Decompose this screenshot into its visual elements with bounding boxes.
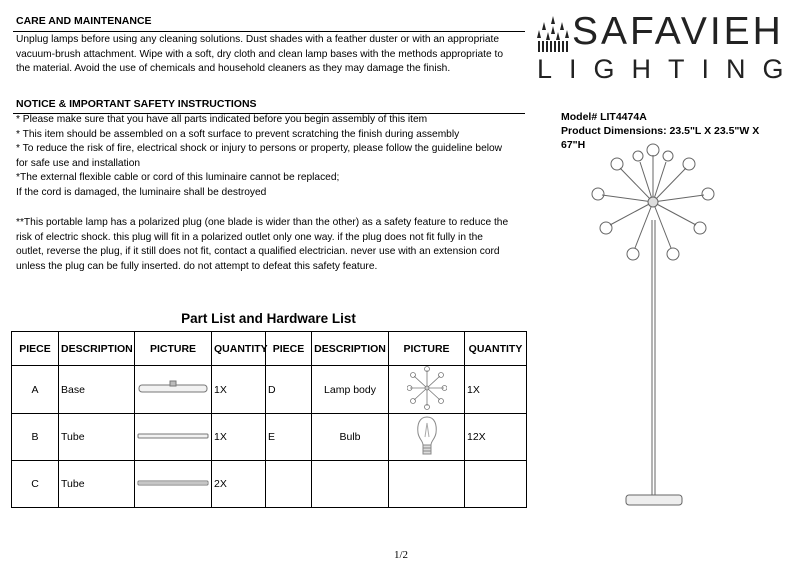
plug-line: risk of electric shock. this plug will fit in a polarized outlet only one way. if the plug does not fit fully in the: [16, 231, 483, 243]
quantity-cell: 2X: [212, 461, 266, 508]
header-description: DESCRIPTION: [59, 332, 135, 366]
safavieh-logo: [532, 10, 802, 84]
care-line: Unplug lamps before using any cleaning solutions. Dust shades with a feather duster or with an appropriate: [16, 34, 500, 45]
description-cell: Tube: [59, 414, 135, 461]
picture-cell: [135, 461, 212, 508]
picture-cell: [389, 461, 465, 508]
description-cell: Bulb: [312, 414, 389, 461]
model-number: Model# LIT4474A: [561, 111, 647, 123]
piece-cell: C: [12, 461, 59, 508]
quantity-cell: 1X: [212, 414, 266, 461]
table-row: [12, 461, 527, 508]
piece-cell: A: [12, 366, 59, 414]
header-description-2: DESCRIPTION: [312, 332, 389, 366]
header-quantity-2: QUANTITY: [465, 332, 527, 366]
piece-cell: B: [12, 414, 59, 461]
header-piece-2: PIECE: [266, 332, 312, 366]
product-dimensions-cont: 67"H: [561, 139, 586, 151]
header-picture-2: PICTURE: [389, 332, 465, 366]
safety-line: for safe use and installation: [16, 157, 141, 169]
header-quantity: QUANTITY: [212, 332, 266, 366]
plug-paragraph: [16, 216, 526, 274]
tube-part-picture: [137, 432, 209, 440]
picture-cell: [389, 366, 465, 414]
safety-heading: NOTICE & IMPORTANT SAFETY INSTRUCTIONS: [16, 98, 257, 110]
header-picture: PICTURE: [135, 332, 212, 366]
picture-cell: [135, 366, 212, 414]
plug-line: **This portable lamp has a polarized plug (one blade is wider than the other) as a safety feature to reduce the: [16, 217, 509, 228]
care-heading: CARE AND MAINTENANCE: [16, 15, 152, 27]
lamp-body-part-picture: [407, 366, 447, 410]
header-piece: PIECE: [12, 332, 59, 366]
brand-name: SAFAVIEH: [572, 10, 784, 53]
page-number: 1/2: [394, 549, 409, 561]
base-part-picture: [137, 380, 209, 396]
brand-sub: LIGHTING: [537, 54, 801, 84]
description-cell: Lamp body: [312, 366, 389, 414]
care-heading-rule: [13, 31, 525, 32]
care-line: vacuum-brush attachment. Wipe with a soft, dry cloth and clean lamp bases with the methods appropriate to: [16, 48, 503, 60]
description-cell: Tube: [59, 461, 135, 508]
safety-line: * This item should be assembled on a soft surface to prevent scratching the finish during assembly: [16, 128, 460, 140]
safety-line: * Please make sure that you have all parts indicated before you begin assembly of this item: [16, 114, 428, 125]
safety-line: * To reduce the risk of fire, electrical shock or injury to persons or property, please follow the guideline below: [16, 143, 503, 154]
chandelier-icon: [536, 16, 570, 54]
description-cell: [312, 461, 389, 508]
piece-cell: [266, 461, 312, 508]
quantity-cell: 1X: [465, 366, 527, 414]
table-header-row: [12, 332, 527, 366]
parts-table: [11, 331, 527, 508]
tube-part-picture: [137, 479, 209, 487]
picture-cell: [135, 414, 212, 461]
piece-cell: D: [266, 366, 312, 414]
safety-line: If the cord is damaged, the luminaire shall be destroyed: [16, 186, 267, 198]
table-row: [12, 366, 527, 414]
plug-line: unless the plug can be fully inserted. do not attempt to defeat this safety feature.: [16, 260, 378, 272]
picture-cell: [389, 414, 465, 461]
quantity-cell: 12X: [465, 414, 527, 461]
floor-lamp-illustration: [590, 140, 720, 520]
safety-paragraph: [16, 113, 526, 200]
quantity-cell: 1X: [212, 366, 266, 414]
plug-line: outlet, reverse the plug, if it still does not fit, contact a qualified electrician. never use with an extension cord: [16, 246, 500, 257]
table-row: [12, 414, 527, 461]
bulb-part-picture: [415, 415, 439, 457]
care-paragraph: [16, 33, 526, 77]
safety-line: *The external flexible cable or cord of this luminaire cannot be replaced;: [16, 172, 340, 183]
product-dimensions: Product Dimensions: 23.5"L X 23.5"W X: [561, 125, 760, 137]
care-line: the material. Avoid the use of chemicals and household cleaners as they may damage the finish.: [16, 63, 451, 74]
quantity-cell: [465, 461, 527, 508]
parts-table-title: Part List and Hardware List: [181, 311, 356, 326]
piece-cell: E: [266, 414, 312, 461]
description-cell: Base: [59, 366, 135, 414]
